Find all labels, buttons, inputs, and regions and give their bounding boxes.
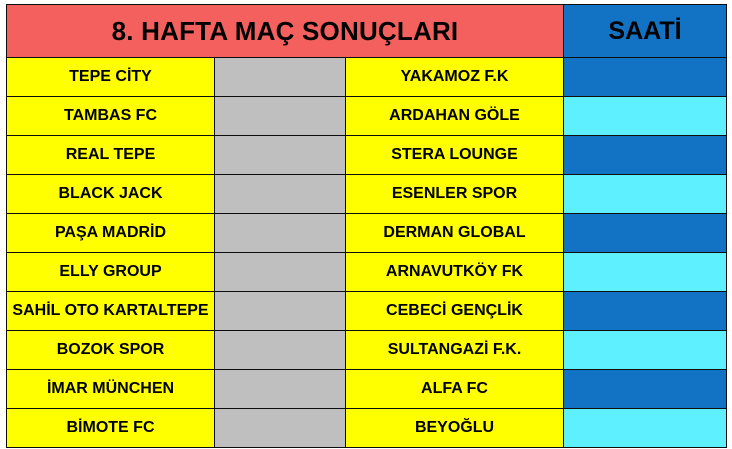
away-team-cell: ESENLER SPOR (346, 175, 564, 214)
away-team-cell: DERMAN GLOBAL (346, 214, 564, 253)
score-cell[interactable] (215, 409, 346, 448)
home-team-cell: REAL TEPE (7, 136, 215, 175)
page-title: 8. HAFTA MAÇ SONUÇLARI (7, 5, 564, 58)
away-team-cell: BEYOĞLU (346, 409, 564, 448)
away-team-cell: ALFA FC (346, 370, 564, 409)
home-team-cell: BİMOTE FC (7, 409, 215, 448)
away-team-cell: STERA LOUNGE (346, 136, 564, 175)
score-cell[interactable] (215, 175, 346, 214)
home-team-cell: BLACK JACK (7, 175, 215, 214)
table-header-row (7, 5, 727, 58)
score-cell[interactable] (215, 331, 346, 370)
home-team-cell: TEPE CİTY (7, 58, 215, 97)
table-row (7, 292, 727, 331)
away-team-cell: SULTANGAZİ F.K. (346, 331, 564, 370)
score-cell[interactable] (215, 253, 346, 292)
table-row (7, 253, 727, 292)
table-row (7, 370, 727, 409)
match-time-cell[interactable] (564, 292, 727, 331)
away-team-cell: CEBECİ GENÇLİK (346, 292, 564, 331)
match-time-cell[interactable] (564, 253, 727, 292)
table-row (7, 214, 727, 253)
home-team-cell: PAŞA MADRİD (7, 214, 215, 253)
match-time-cell[interactable] (564, 136, 727, 175)
home-team-cell: SAHİL OTO KARTALTEPE (7, 292, 215, 331)
table-row (7, 409, 727, 448)
away-team-cell: YAKAMOZ F.K (346, 58, 564, 97)
home-team-cell: İMAR MÜNCHEN (7, 370, 215, 409)
away-team-cell: ARDAHAN GÖLE (346, 97, 564, 136)
table-row (7, 97, 727, 136)
score-cell[interactable] (215, 136, 346, 175)
score-cell[interactable] (215, 292, 346, 331)
home-team-cell: TAMBAS FC (7, 97, 215, 136)
table-row (7, 58, 727, 97)
match-time-cell[interactable] (564, 214, 727, 253)
score-cell[interactable] (215, 214, 346, 253)
home-team-cell: BOZOK SPOR (7, 331, 215, 370)
score-cell[interactable] (215, 58, 346, 97)
match-time-cell[interactable] (564, 370, 727, 409)
table-row (7, 136, 727, 175)
match-time-cell[interactable] (564, 175, 727, 214)
match-time-cell[interactable] (564, 331, 727, 370)
match-time-cell[interactable] (564, 58, 727, 97)
match-time-cell[interactable] (564, 97, 727, 136)
home-team-cell: ELLY GROUP (7, 253, 215, 292)
match-time-cell[interactable] (564, 409, 727, 448)
fixtures-table-body (7, 5, 727, 448)
score-cell[interactable] (215, 370, 346, 409)
fixtures-table (6, 4, 727, 448)
away-team-cell: ARNAVUTKÖY FK (346, 253, 564, 292)
score-cell[interactable] (215, 97, 346, 136)
column-header-time: SAATİ (564, 5, 727, 58)
table-row (7, 331, 727, 370)
table-row (7, 175, 727, 214)
